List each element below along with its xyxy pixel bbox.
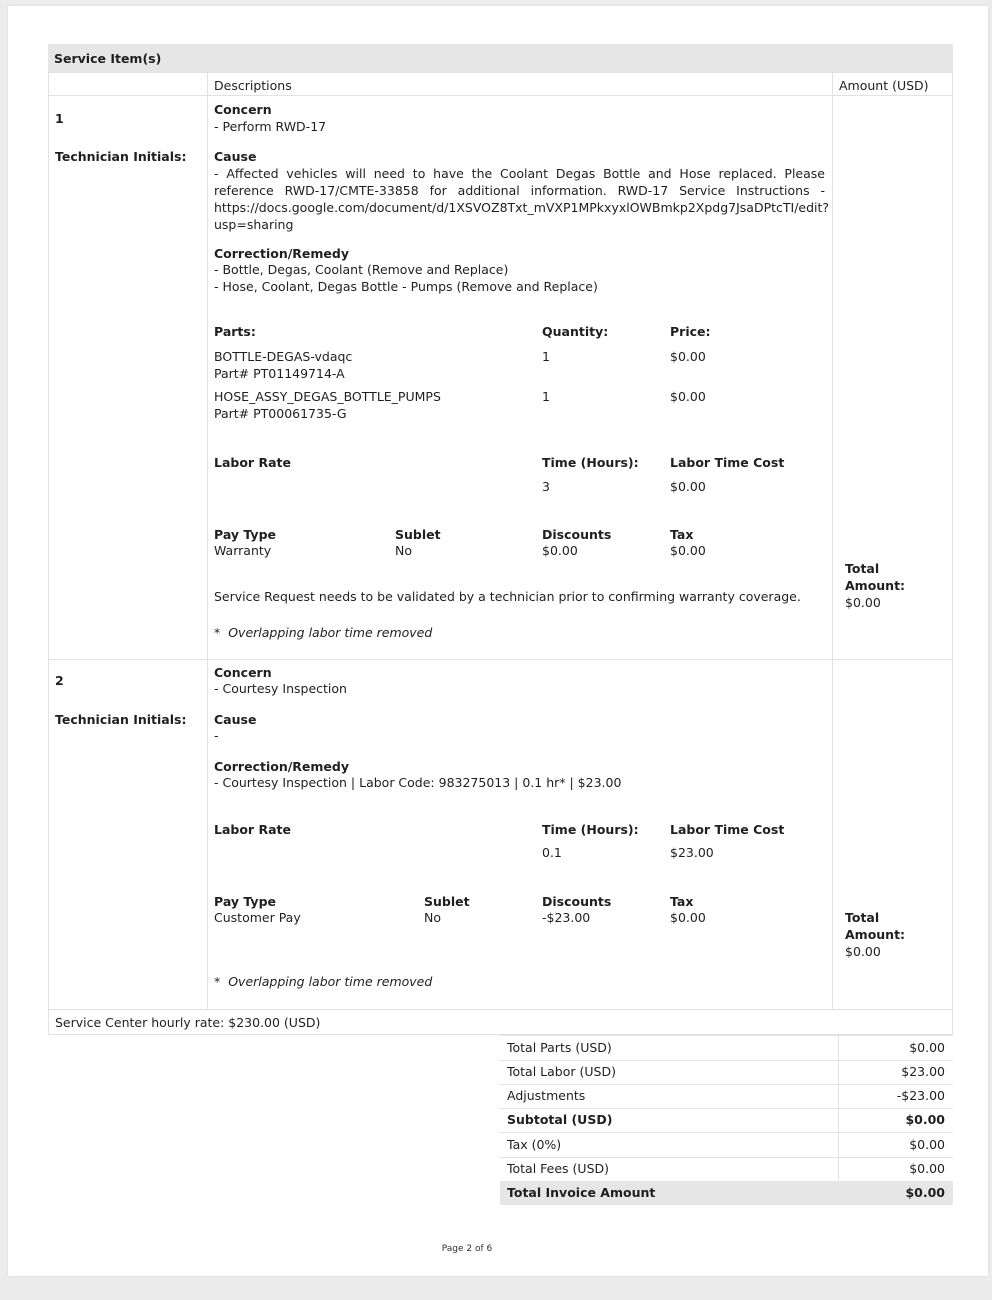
totals-row-subtotal (500, 1108, 953, 1133)
labor-time-cost-label: Labor Time Cost (670, 822, 785, 837)
total-amount-label: Amount: (845, 578, 906, 593)
sublet-label: Sublet (395, 527, 441, 542)
footnote-text: Overlapping labor time removed (228, 974, 433, 989)
table-line (48, 72, 953, 73)
table-line (207, 72, 208, 1010)
table-line (48, 72, 49, 1035)
time-hours-value: 0.1 (542, 845, 562, 860)
labor-time-cost-value: $23.00 (670, 845, 714, 860)
part-name: HOSE_ASSY_DEGAS_BOTTLE_PUMPS (214, 389, 441, 404)
labor-time-cost-label: Labor Time Cost (670, 455, 785, 470)
totals-value: $0.00 (909, 1161, 945, 1176)
sublet-value: No (424, 910, 441, 925)
totals-label: Tax (0%) (507, 1137, 562, 1152)
totals-row-invoice-total (500, 1181, 953, 1205)
totals-value: $0.00 (909, 1137, 945, 1152)
hourly-rate: Service Center hourly rate: $230.00 (USD) (55, 1015, 321, 1030)
pay-type-value: Customer Pay (214, 910, 301, 925)
warranty-note: Service Request needs to be validated by a technician prior to confirming warranty coverage. (214, 589, 801, 604)
technician-initials-label: Technician Initials: (55, 712, 187, 727)
table-line (952, 72, 953, 1035)
totals-row (500, 1157, 953, 1182)
time-hours-label: Time (Hours): (542, 455, 639, 470)
cause-text: - Affected vehicles will need to have the Coolant Degas Bottle and Hose replaced. Please reference RWD-17/CMTE-33858 for additional information. RWD-17 Service Instructions - https://docs.google.com/document/d/1XSVOZ8Txt_mVXP1MPkxyxlOWBmkp2Xpdg7JsaDPtcTI/edit?usp=sharing (214, 166, 830, 232)
table-line (48, 659, 953, 660)
tax-label: Tax (670, 894, 694, 909)
section-header (48, 44, 953, 72)
totals-label: Total Fees (USD) (507, 1161, 610, 1176)
discounts-label: Discounts (542, 894, 612, 909)
totals-value: $0.00 (905, 1112, 945, 1127)
pay-type-value: Warranty (214, 543, 272, 558)
remedy-label: Correction/Remedy (214, 759, 349, 774)
time-hours-label: Time (Hours): (542, 822, 639, 837)
table-line (48, 1009, 953, 1010)
column-header-descriptions: Descriptions (214, 78, 292, 93)
totals-row (500, 1133, 953, 1158)
remedy-line: - Courtesy Inspection | Labor Code: 983275013 | 0.1 hr* | $23.00 (214, 775, 622, 790)
part-price: $0.00 (670, 349, 706, 364)
section-title: Service Item(s) (54, 51, 162, 66)
remedy-label: Correction/Remedy (214, 246, 349, 261)
cause-label: Cause (214, 712, 257, 727)
total-amount-value: $0.00 (845, 944, 881, 959)
concern-label: Concern (214, 665, 272, 680)
part-name: BOTTLE-DEGAS-vdaqc (214, 349, 353, 364)
column-header-amount: Amount (USD) (839, 78, 929, 93)
part-number: Part# PT01149714-A (214, 366, 345, 381)
cause-label: Cause (214, 149, 257, 164)
technician-initials-label: Technician Initials: (55, 149, 187, 164)
discounts-value: $0.00 (542, 543, 578, 558)
totals-label: Adjustments (507, 1088, 586, 1103)
part-quantity: 1 (542, 389, 550, 404)
time-hours-value: 3 (542, 479, 550, 494)
totals-value: -$23.00 (896, 1088, 945, 1103)
total-amount-value: $0.00 (845, 595, 881, 610)
totals-row (500, 1060, 953, 1085)
footnote-text: Overlapping labor time removed (228, 625, 433, 640)
total-amount-label: Total (845, 910, 880, 925)
discounts-label: Discounts (542, 527, 612, 542)
labor-rate-label: Labor Rate (214, 822, 291, 837)
table-line (832, 72, 833, 1010)
pay-type-label: Pay Type (214, 894, 276, 909)
totals-label: Total Parts (USD) (507, 1040, 612, 1055)
footnote (214, 624, 432, 641)
tax-value: $0.00 (670, 910, 706, 925)
discounts-value: -$23.00 (542, 910, 591, 925)
footnote-star: * (214, 974, 221, 989)
cause-text: - (214, 728, 219, 743)
concern-label: Concern (214, 102, 272, 117)
price-label: Price: (670, 324, 711, 339)
pay-type-label: Pay Type (214, 527, 276, 542)
footnote (214, 973, 432, 990)
labor-rate-label: Labor Rate (214, 455, 291, 470)
item-number: 2 (55, 673, 64, 688)
total-amount-label: Amount: (845, 927, 906, 942)
totals-value: $23.00 (901, 1064, 945, 1079)
labor-time-cost-value: $0.00 (670, 479, 706, 494)
page-number: Page 2 of 6 (441, 1244, 493, 1254)
concern-text: - Courtesy Inspection (214, 681, 347, 696)
totals-label: Total Invoice Amount (507, 1185, 656, 1200)
quantity-label: Quantity: (542, 324, 609, 339)
part-number: Part# PT00061735-G (214, 406, 347, 421)
invoice-page (8, 6, 988, 1276)
remedy-line: - Bottle, Degas, Coolant (Remove and Replace) (214, 262, 509, 277)
item-number: 1 (55, 111, 64, 126)
part-price: $0.00 (670, 389, 706, 404)
tax-value: $0.00 (670, 543, 706, 558)
sublet-label: Sublet (424, 894, 470, 909)
totals-value: $0.00 (905, 1185, 945, 1200)
totals-row (500, 1035, 953, 1061)
concern-text: - Perform RWD-17 (214, 119, 327, 134)
part-quantity: 1 (542, 349, 550, 364)
totals-value: $0.00 (909, 1040, 945, 1055)
totals-row (500, 1084, 953, 1109)
totals-label: Total Labor (USD) (507, 1064, 616, 1079)
footnote-star: * (214, 625, 221, 640)
sublet-value: No (395, 543, 412, 558)
remedy-line: - Hose, Coolant, Degas Bottle - Pumps (Remove and Replace) (214, 279, 598, 294)
total-amount-label: Total (845, 561, 880, 576)
totals-label: Subtotal (USD) (507, 1112, 613, 1127)
table-line (48, 95, 953, 96)
tax-label: Tax (670, 527, 694, 542)
parts-label: Parts: (214, 324, 256, 339)
